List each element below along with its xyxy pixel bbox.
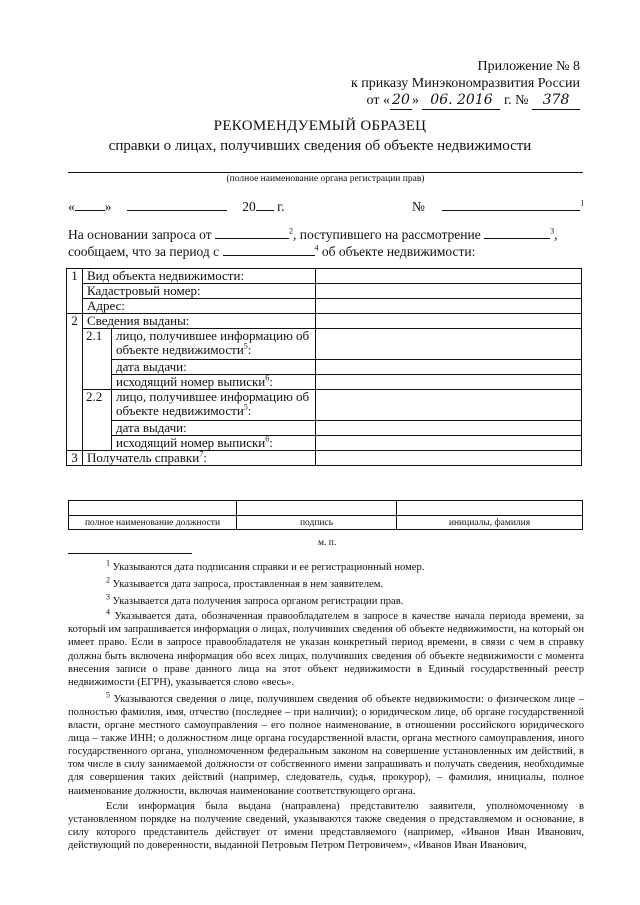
handwritten-number: 378	[532, 92, 580, 110]
handwritten-month-year: 06. 2016	[422, 92, 500, 110]
date-line-left: « » 20 г.	[68, 199, 285, 214]
org-name-caption: (полное наименование органа регистрации прав)	[226, 174, 425, 184]
table-row: Адрес:	[67, 299, 582, 314]
table-row: 1 Вид объекта недвижимости:	[67, 269, 582, 284]
table-row: исходящий номер выписки$^6$:	[67, 436, 582, 451]
basis-line-1: На основании запроса от $^2$, поступившего на рассмотрение $^3$,	[68, 226, 558, 242]
document-title: РЕКОМЕНДУЕМЫЙ ОБРАЗЕЦ	[213, 118, 427, 134]
table-row	[69, 501, 583, 516]
table-row: 2.2 лицо, получившее информацию об объекте недвижимости$^5$:	[67, 390, 582, 421]
table-row: дата выдачи:	[67, 360, 582, 375]
table-row: исходящий номер выписки$^6$:	[67, 375, 582, 390]
handwritten-day: 20	[390, 92, 412, 110]
footnote-separator	[68, 553, 192, 554]
signature-caption: подпись	[237, 516, 397, 530]
footnote-2: $^2$ Указывается дата запроса, проставленная в нем заявителем.	[106, 575, 384, 591]
footnote-5: $^5$ Указываются сведения о лице, получившем сведения об объекте недвижимости: о физическом лице – полностью фамилия, имя, отчество (последнее – при наличии); о юридическом лице, об органе государственной власти, органе местного самоуправления – его полное наименование, в отношении российского юридического лица – также ИНН; о должностном лице органа государственной власти, органа местного самоуправления, иного государственного органа, уполномоченном федеральным законом на совершение установленных им действий, в том числе в силу занимаемой должности от собственного имени запрашивать и получать сведения, необходимые для совершения таких действий (например, следователь, судья, прокурор), – фамилия, инициалы, полное наименование должности, включая наименование соответствующего органа.	[68, 690, 584, 797]
date-line-number: № $^1$	[412, 198, 585, 214]
name-caption: инициалы, фамилия	[397, 516, 583, 530]
table-row: 2.1 лицо, получившее информацию об объекте недвижимости$^5$:	[67, 329, 582, 360]
table-row: дата выдачи:	[67, 421, 582, 436]
stamp-place: м. п.	[318, 538, 337, 548]
basis-line-2: сообщаем, что за период с $^4$ об объекте недвижимости:	[68, 243, 476, 259]
org-name-line	[68, 172, 583, 173]
table-row	[69, 516, 583, 530]
appendix-title: Приложение № 8	[477, 59, 580, 74]
table-row: Кадастровый номер:	[67, 284, 582, 299]
footnote-3: $^3$ Указывается дата получения запроса органом регистрации прав.	[106, 592, 404, 608]
table-row: 2 Сведения выданы:	[67, 314, 582, 329]
footnote-continuation: Если информация была выдана (направлена) представителю заявителя, уполномоченному в установленном порядке на получение сведений, указываются также сведения о представляемом и основание, в силу которого представитель действует от имени представляемого (например, «Иванов Иван Иванович, действующий по доверенности, выданной Петровым Петром Петровичем», «Иванов Иван Иванович,	[68, 800, 584, 851]
appendix-order: к приказу Минэкономразвития России	[350, 76, 580, 91]
position-caption: полное наименование должности	[69, 516, 237, 530]
table-row: 3 Получатель справки$^7$:	[67, 451, 582, 466]
footnote-1: $^1$ Указываются дата подписания справки и ее регистрационный номер.	[106, 558, 425, 573]
appendix-date-line: от « 20 » 06. 2016 г. № 378	[300, 92, 580, 110]
footnotes	[68, 558, 584, 852]
signature-table	[68, 500, 583, 530]
info-table	[66, 268, 582, 466]
footnote-4: $^4$ Указывается дата, обозначенная правообладателем в запросе в качестве начала периода времени, за который им запрашивается информация о лицах, получивших сведения об объекте недвижимости, на который он имеет право. Если в запросе правообладателя не указан конкретный период времени, в связи с чем в справку должна быть включена информация обо всех лицах, получивших сведения об объекте недвижимости с момента внесения записи о праве данного лица на этот объект недвижимости в Единый государственный реестр недвижимости (ЕГРН), указывается слово «весь».	[68, 607, 584, 688]
appendix-block	[300, 58, 580, 110]
document-subtitle: справки о лицах, получивших сведения об объекте недвижимости	[108, 138, 532, 154]
